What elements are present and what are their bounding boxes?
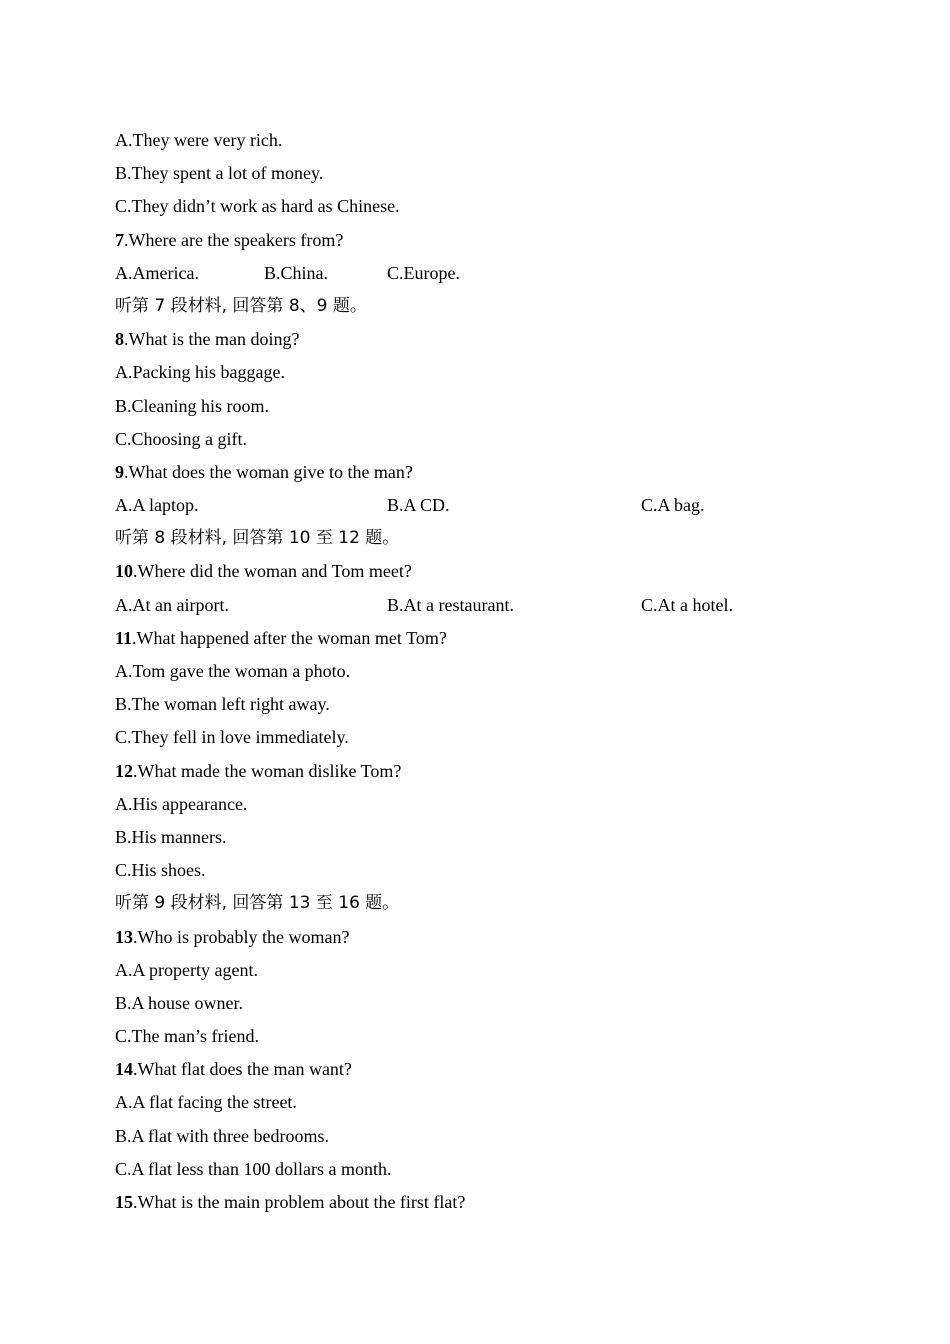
document-page	[115, 124, 835, 1219]
question-8	[115, 323, 835, 356]
option-c: C.A bag.	[641, 495, 705, 516]
question-number: 14	[115, 1059, 133, 1080]
question-number: 9	[115, 461, 124, 482]
question-text: .What made the woman dislike Tom?	[133, 760, 402, 781]
question-text: .What is the main problem about the first flat?	[133, 1192, 466, 1212]
question-12	[115, 755, 835, 788]
option-c: C.The man’s friend.	[115, 1026, 259, 1047]
question-15	[115, 1186, 835, 1219]
question-9	[115, 456, 835, 489]
question-7	[115, 224, 835, 257]
section-heading: 听第 9 段材料, 回答第 13 至 16 题。	[115, 893, 400, 914]
question-number: 11	[115, 627, 133, 648]
option-b: B.A flat with three bedrooms.	[115, 1125, 329, 1146]
option-a: A.A flat facing the street.	[115, 1092, 297, 1113]
section-heading: 听第 8 段材料, 回答第 10 至 12 题。	[115, 528, 400, 549]
option-c: C.At a hotel.	[641, 594, 733, 615]
question-10	[115, 555, 835, 588]
option-line: A.They were very rich.	[115, 130, 283, 150]
option-a: A.His appearance.	[115, 793, 248, 814]
question-number: 13	[115, 926, 133, 947]
option-b: B.The woman left right away.	[115, 694, 330, 715]
question-9-options	[115, 489, 835, 522]
question-text: .What is the man doing?	[124, 329, 300, 350]
option-a: A.A laptop.	[115, 495, 199, 516]
option-b: B.A CD.	[387, 495, 450, 516]
question-number: 7	[115, 229, 124, 250]
option-b: B.His manners.	[115, 826, 227, 847]
question-text: .What does the woman give to the man?	[124, 461, 413, 482]
option-b: B.At a restaurant.	[387, 594, 514, 615]
section-heading: 听第 7 段材料, 回答第 8、9 题。	[115, 295, 367, 316]
option-b: B.A house owner.	[115, 992, 243, 1013]
option-c: C.They fell in love immediately.	[115, 727, 349, 748]
question-text: .Where did the woman and Tom meet?	[133, 561, 412, 582]
question-11	[115, 622, 835, 655]
question-text: .Where are the speakers from?	[124, 229, 344, 250]
option-c: C.Europe.	[387, 262, 460, 283]
option-c: C.His shoes.	[115, 860, 206, 881]
question-number: 8	[115, 329, 124, 350]
option-b: B.Cleaning his room.	[115, 395, 269, 416]
option-b: B.China.	[264, 262, 329, 283]
option-a: A.Packing his baggage.	[115, 362, 285, 383]
option-a: A.Tom gave the woman a photo.	[115, 661, 351, 681]
option-line: B.They spent a lot of money.	[115, 163, 324, 184]
question-text: .Who is probably the woman?	[133, 926, 350, 947]
question-number: 15	[115, 1192, 133, 1212]
option-c: C.A flat less than 100 dollars a month.	[115, 1158, 392, 1179]
option-line: C.They didn’t work as hard as Chinese.	[115, 196, 400, 217]
question-text: .What happened after the woman met Tom?	[132, 627, 447, 648]
option-c: C.Choosing a gift.	[115, 428, 248, 449]
option-a: A.America.	[115, 262, 199, 283]
option-a: A.At an airport.	[115, 594, 229, 615]
question-text: .What flat does the man want?	[133, 1059, 352, 1080]
question-10-options	[115, 589, 835, 622]
question-7-options	[115, 257, 835, 290]
question-14	[115, 1053, 835, 1086]
question-number: 12	[115, 760, 133, 781]
question-number: 10	[115, 561, 133, 582]
question-13	[115, 921, 835, 954]
option-a: A.A property agent.	[115, 959, 258, 980]
